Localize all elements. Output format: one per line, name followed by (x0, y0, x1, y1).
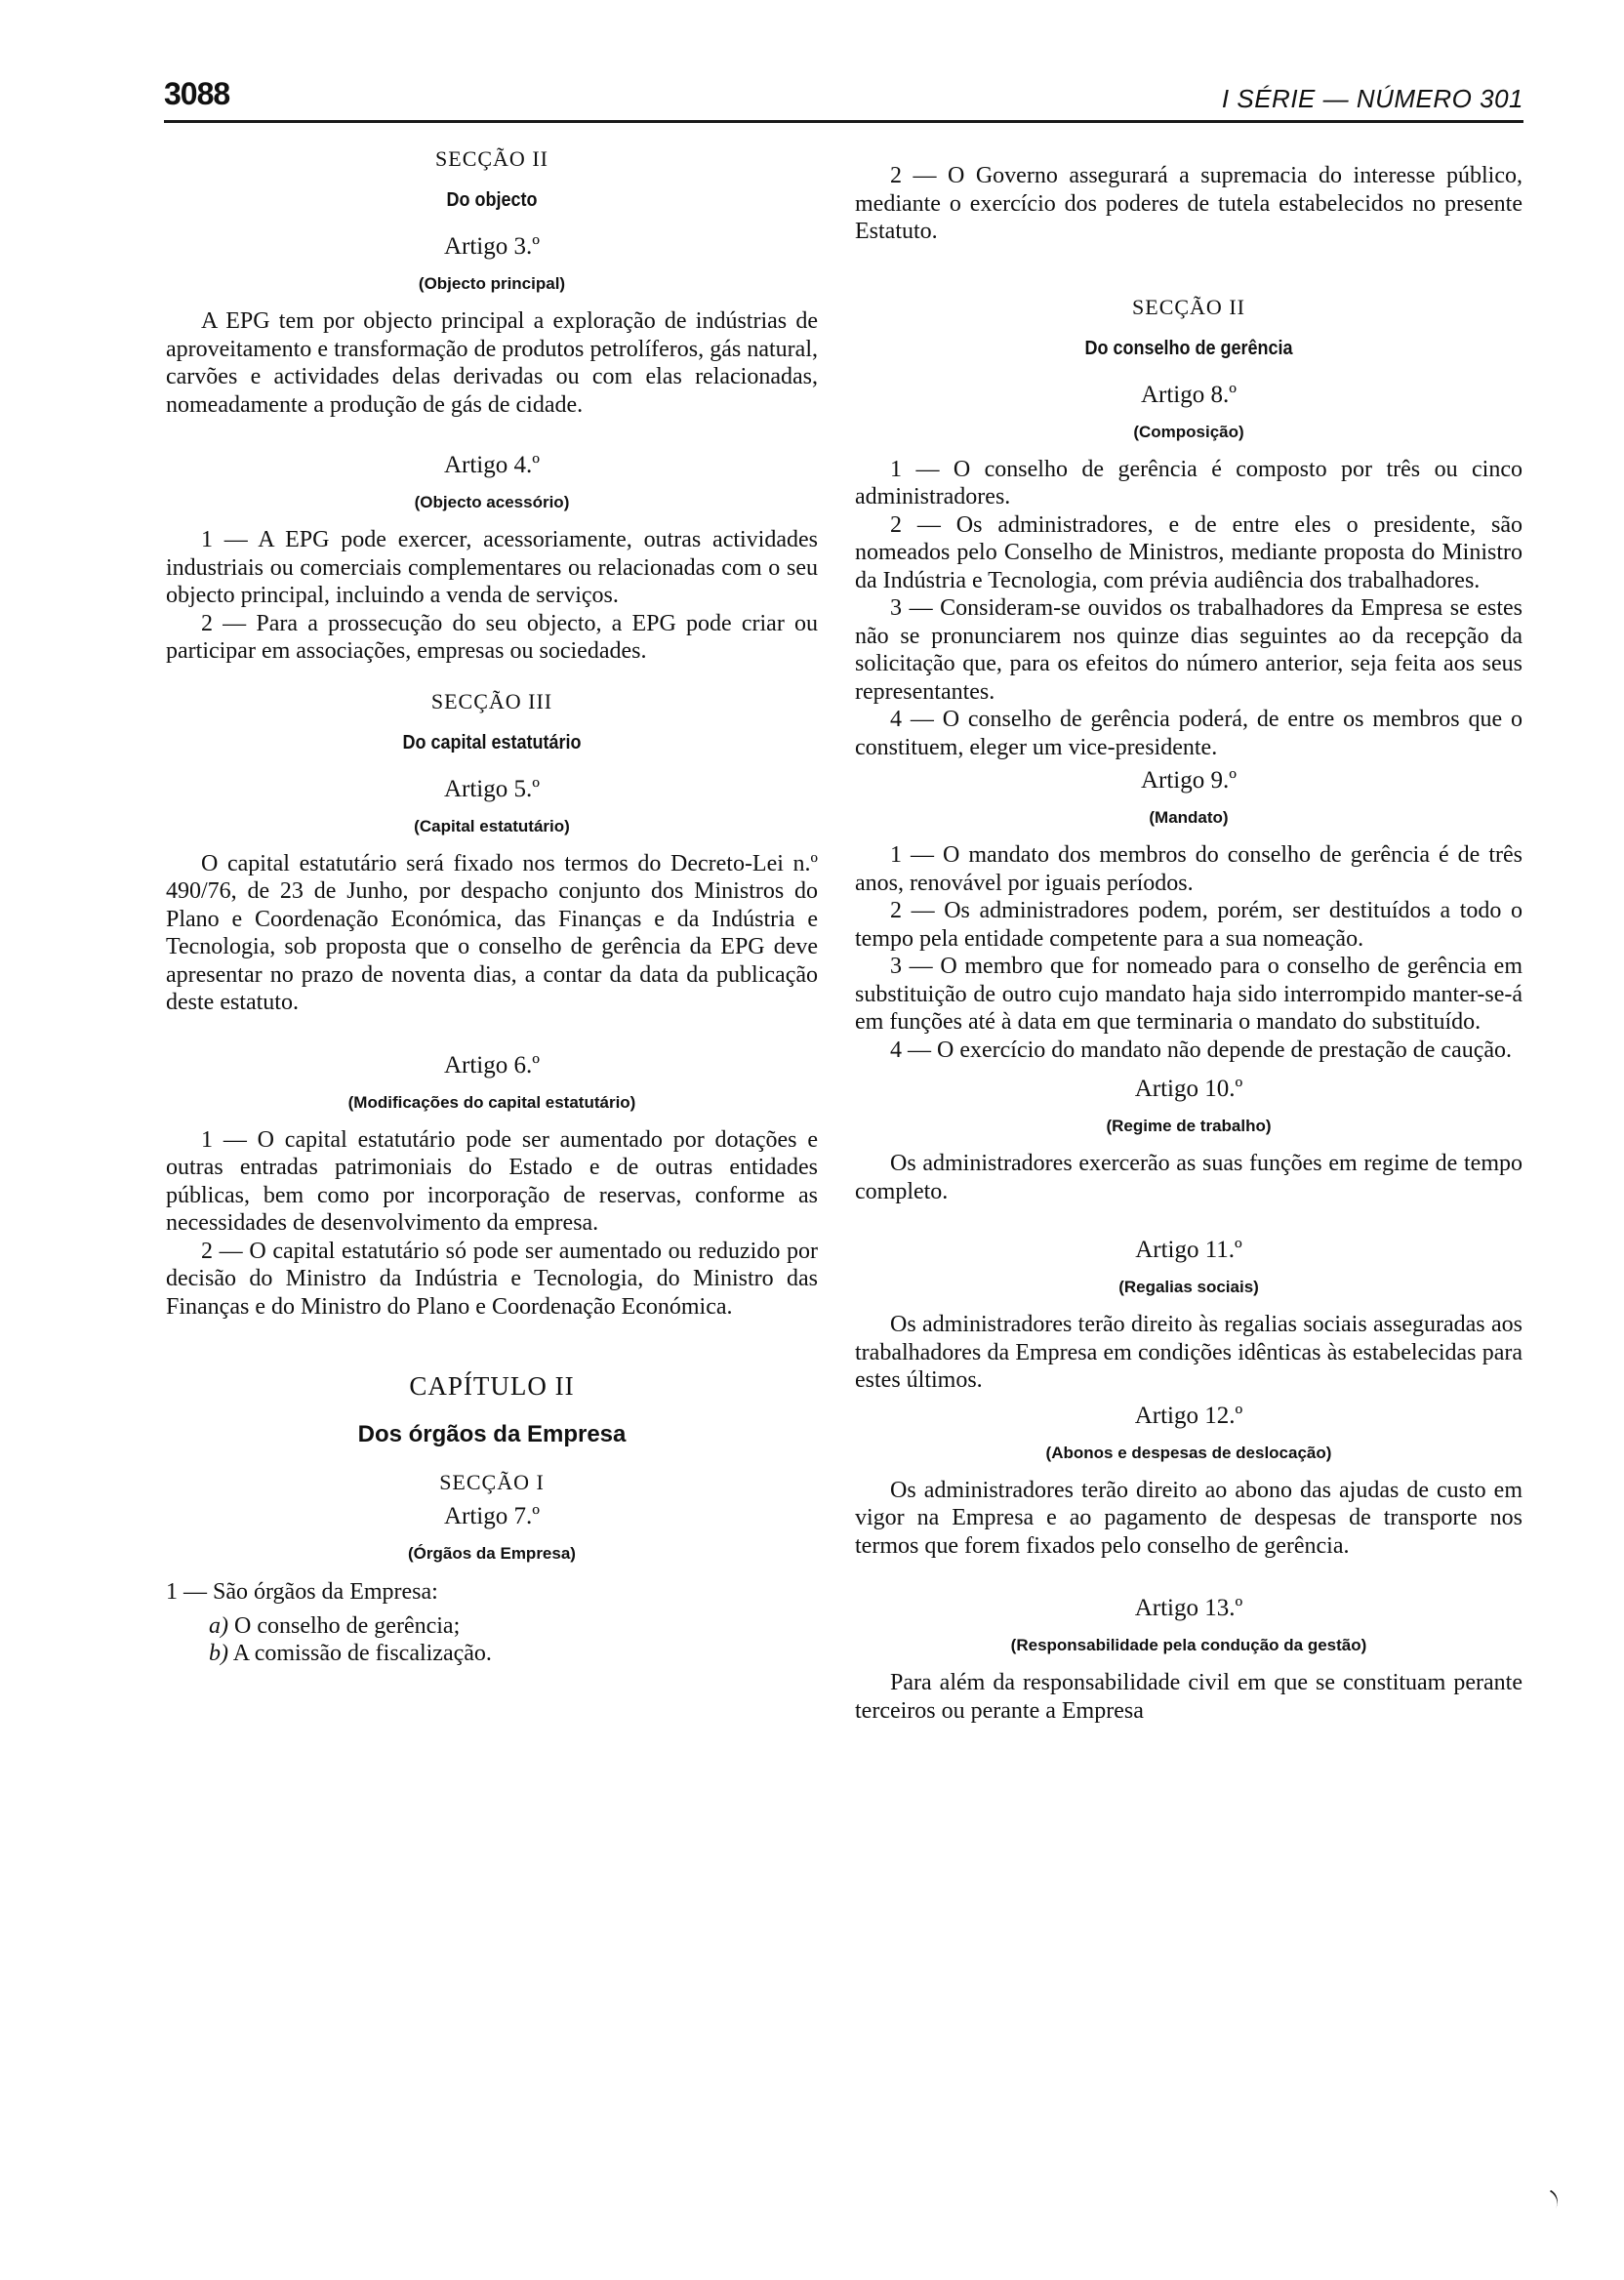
list-text: A comissão de fiscalização. (232, 1641, 492, 1666)
article-title: (Responsabilidade pela condução da gestão) (1010, 1636, 1367, 1654)
article-paragraph: 2 — Os administradores podem, porém, ser destituídos a todo o tempo pela entidade competente para a sua nomeação. (855, 898, 1522, 952)
article-label: Artigo 10.º (1134, 1076, 1243, 1102)
header-rule (164, 120, 1523, 123)
article-title: (Modificações do capital estatutário) (347, 1092, 636, 1112)
article-title: (Mandato) (1149, 808, 1229, 827)
article-title: (Órgãos da Empresa) (408, 1544, 576, 1563)
article-label: Artigo 4.º (443, 452, 541, 478)
list-intro: 1 — São órgãos da Empresa: (166, 1579, 438, 1605)
section-label: SECÇÃO III (430, 688, 553, 713)
article-paragraph: 1 — A EPG pode exercer, acessoriamente, outras actividades industriais ou comerciais complementares ou relacionadas com o seu objecto principal, incluindo a venda de serviços. (166, 527, 818, 608)
article-label: Artigo 6.º (443, 1051, 541, 1079)
page-number: 3088 (164, 76, 230, 111)
section-label: SECÇÃO II (435, 146, 548, 171)
article-paragraph: Os administradores terão direito às regalias sociais asseguradas aos trabalhadores da Empresa em condições idênticas às estabelecidas para estes últimos. (855, 1312, 1522, 1393)
article-label: Artigo 7.º (443, 1503, 541, 1529)
section-title: Do conselho de gerência (1084, 337, 1293, 359)
list-marker: b) (209, 1641, 228, 1666)
article-paragraph: 2 — O capital estatutário só pode ser aumentado ou reduzido por decisão do Ministro da Indústria e Tecnologia, do Ministro das Finanças e do Ministro do Plano e Coordenação Económica. (166, 1238, 818, 1320)
section-title: Do objecto (446, 189, 538, 211)
article-label: Artigo 8.º (1140, 381, 1238, 408)
section-label: SECÇÃO II (1132, 294, 1245, 319)
article-label: Artigo 12.º (1134, 1402, 1243, 1429)
article-paragraph: A EPG tem por objecto principal a exploração de indústrias de aproveitamento e transformação de produtos petrolíferos, gás natural, carvões e actividades delas derivadas ou com elas relacionadas, nomeadamente a produção de gás de cidade. (166, 308, 818, 418)
article-title: (Composição) (1133, 422, 1244, 441)
list-text: O conselho de gerência; (234, 1613, 461, 1639)
article-paragraph: 4 — O conselho de gerência poderá, de entre os membros que o constituem, eleger um vice-presidente. (855, 707, 1522, 760)
article-title: (Abonos e despesas de deslocação) (1045, 1443, 1332, 1462)
article-label: Artigo 5.º (443, 775, 541, 802)
article-paragraph: 2 — Para a prossecução do seu objecto, a EPG pode criar ou participar em associações, empresas ou sociedades. (166, 610, 818, 664)
section-label: SECÇÃO I (439, 1470, 545, 1494)
article-title: (Objecto principal) (418, 274, 566, 293)
article-label: Artigo 3.º (443, 233, 541, 260)
article-paragraph: 4 — O exercício do mandato não depende de prestação de caução. (890, 1037, 1513, 1063)
article-label: Artigo 9.º (1140, 767, 1238, 794)
article-paragraph: Os administradores terão direito ao abono das ajudas de custo em vigor na Empresa e ao pagamento de despesas de transporte nos termos que forem fixados pelo conselho de gerência. (855, 1477, 1522, 1559)
article-paragraph: Os administradores exercerão as suas funções em regime de tempo completo. (855, 1151, 1522, 1204)
scan-mark (1543, 2190, 1563, 2211)
section-title: Do capital estatutário (402, 731, 582, 753)
series-header: I SÉRIE — NÚMERO 301 (1221, 84, 1523, 113)
article-title: (Objecto acessório) (414, 493, 570, 511)
article-paragraph: Para além da responsabilidade civil em que se constituam perante terceiros ou perante a Empresa (855, 1670, 1522, 1724)
article-paragraph: 2 — Os administradores, e de entre eles o presidente, são nomeados pelo Conselho de Ministros, mediante proposta do Ministro da Indústria e Tecnologia, com prévia audiência dos trabalhadores. (855, 511, 1522, 593)
article-paragraph: 3 — O membro que for nomeado para o conselho de gerência em substituição de outro cujo mandato haja sido interrompido manter-se-á em funções até à data em que terminaria o mandato do substituído. (855, 954, 1522, 1035)
article-label: Artigo 13.º (1134, 1595, 1243, 1621)
article-paragraph: 1 — O capital estatutário pode ser aumentado por dotações e outras entradas patrimoniais do Estado e de outras entidades públicas, bem como por incorporação de reservas, conforme as necessidades de desenvolvimento da empresa. (166, 1126, 818, 1236)
left-column (166, 146, 818, 1667)
article-title: (Regalias sociais) (1118, 1278, 1259, 1296)
list-marker: a) (209, 1613, 228, 1639)
right-column (855, 162, 1522, 1725)
chapter-label: CAPÍTULO II (409, 1371, 575, 1401)
article-title: (Capital estatutário) (414, 816, 570, 835)
article-label: Artigo 11.º (1135, 1237, 1242, 1263)
article-title: (Regime de trabalho) (1106, 1117, 1272, 1135)
list-item (209, 1640, 818, 1667)
list-item (209, 1612, 818, 1640)
article-paragraph: 2 — O Governo assegurará a supremacia do interesse público, mediante o exercício dos poderes de tutela estabelecidos no presente Estatuto. (855, 163, 1522, 244)
article-paragraph: 1 — O mandato dos membros do conselho de gerência é de três anos, renovável por iguais períodos. (855, 842, 1522, 896)
article-paragraph: 3 — Consideram-se ouvidos os trabalhadores da Empresa se estes não se pronunciarem nos quinze dias seguintes ao da recepção da solicitação que, para os efeitos do número anterior, seja feita aos seus representantes. (855, 595, 1522, 705)
article-paragraph: O capital estatutário será fixado nos termos do Decreto-Lei n.º 490/76, de 23 de Junho, por despacho conjunto dos Ministros do Plano e Coordenação Económica, das Finanças e da Indústria e Tecnologia, sob proposta que o conselho de gerência da EPG deve apresentar no prazo de noventa dias, a contar da data da publicação deste estatuto. (166, 850, 818, 1015)
article-paragraph: 1 — O conselho de gerência é composto por três ou cinco administradores. (855, 456, 1522, 509)
chapter-title: Dos órgãos da Empresa (357, 1421, 627, 1447)
